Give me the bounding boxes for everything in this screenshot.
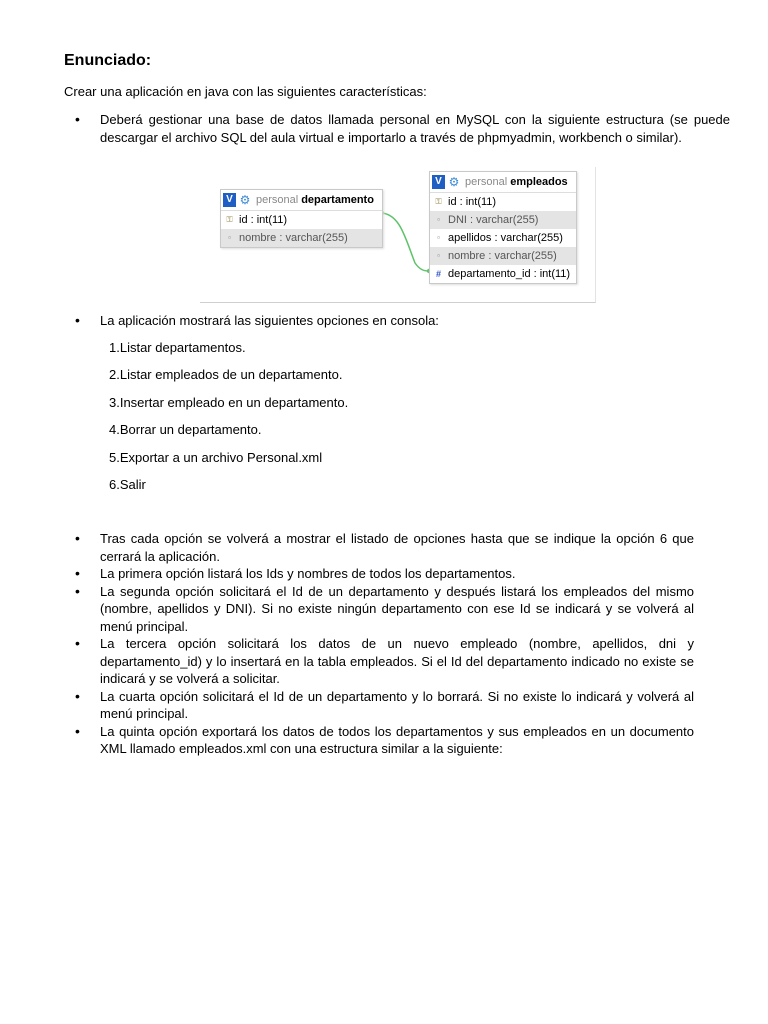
bullet-item: • Tras cada opción se volverá a mostrar el listado de opciones hasta que se indique la opción 6 que cerrará la aplicación.	[64, 530, 694, 565]
table-departamento[interactable]	[220, 189, 383, 248]
requirements-list	[64, 530, 694, 758]
view-icon[interactable]: V	[223, 193, 236, 207]
column-row: ▫ apellidos : varchar(255)	[430, 229, 576, 247]
bullet-item: • La segunda opción solicitará el Id de un departamento y después listará los empleados del mismo (nombre, apellidos y DNI). Si no existe ningún departamento con ese Id se indicará y se volverá al menú principal.	[64, 583, 694, 636]
table-name: empleados	[510, 176, 568, 188]
column-row: ⚿ id : int(11)	[221, 211, 382, 229]
gear-icon[interactable]: ⚙	[448, 175, 460, 189]
column-row: ▫ nombre : varchar(255)	[221, 229, 382, 247]
option-item: 2.Listar empleados de un departamento.	[109, 367, 343, 383]
column-row: ⚿ id : int(11)	[430, 193, 576, 211]
bullet-item: • La cuarta opción solicitará el Id de un departamento y lo borrará. Si no existe lo indicará y volverá al menú principal.	[64, 688, 694, 723]
bullet-database: • Deberá gestionar una base de datos llamada personal en MySQL con la siguiente estructura (se puede descargar el archivo SQL del aula virtual e importarlo a través de phpmyadmin, workbench o similar).	[64, 111, 730, 146]
gear-icon[interactable]: ⚙	[239, 193, 251, 207]
page-heading: Enunciado:	[64, 52, 152, 69]
column-row: # departamento_id : int(11)	[430, 265, 576, 283]
option-item: 4.Borrar un departamento.	[109, 422, 262, 438]
database-name: personal	[465, 176, 508, 188]
column-icon: ▫	[437, 251, 440, 260]
hash-icon: #	[435, 269, 441, 279]
table-name: departamento	[301, 194, 374, 206]
database-name: personal	[256, 194, 299, 206]
column-icon: ▫	[437, 233, 440, 242]
key-icon: ⚿	[435, 197, 442, 206]
column-icon: ▫	[437, 215, 440, 224]
table-header	[221, 190, 382, 211]
bullet-item: • La tercera opción solicitará los datos de un nuevo empleado (nombre, apellidos, dni y departamento_id) y lo insertará en la tabla empleados. Si el Id del departamento indicado no existe se indicará y se volverá a solicitar.	[64, 635, 694, 688]
table-header	[430, 172, 576, 193]
bullet-console-options: • La aplicación mostrará las siguientes opciones en consola:	[64, 312, 730, 330]
table-empleados[interactable]	[429, 171, 577, 284]
column-icon: ▫	[228, 233, 231, 242]
bullet-item: • La primera opción listará los Ids y nombres de todos los departamentos.	[64, 565, 694, 583]
key-icon: ⚿	[226, 215, 233, 224]
database-schema-diagram	[200, 167, 596, 303]
intro-paragraph: Crear una aplicación en java con las siguientes características:	[64, 84, 427, 99]
column-row: ▫ nombre : varchar(255)	[430, 247, 576, 265]
option-item: 3.Insertar empleado en un departamento.	[109, 394, 349, 410]
option-item: 1.Listar departamentos.	[109, 340, 246, 355]
option-item: 5.Exportar a un archivo Personal.xml	[109, 449, 323, 465]
bullet-item: • La quinta opción exportará los datos de todos los departamentos y sus empleados en un documento XML llamado empleados.xml con una estructura similar a la siguiente:	[64, 723, 694, 758]
option-item: 6.Salir	[109, 476, 146, 492]
options-list	[109, 339, 348, 503]
view-icon[interactable]: V	[432, 175, 445, 189]
column-row: ▫ DNI : varchar(255)	[430, 211, 576, 229]
